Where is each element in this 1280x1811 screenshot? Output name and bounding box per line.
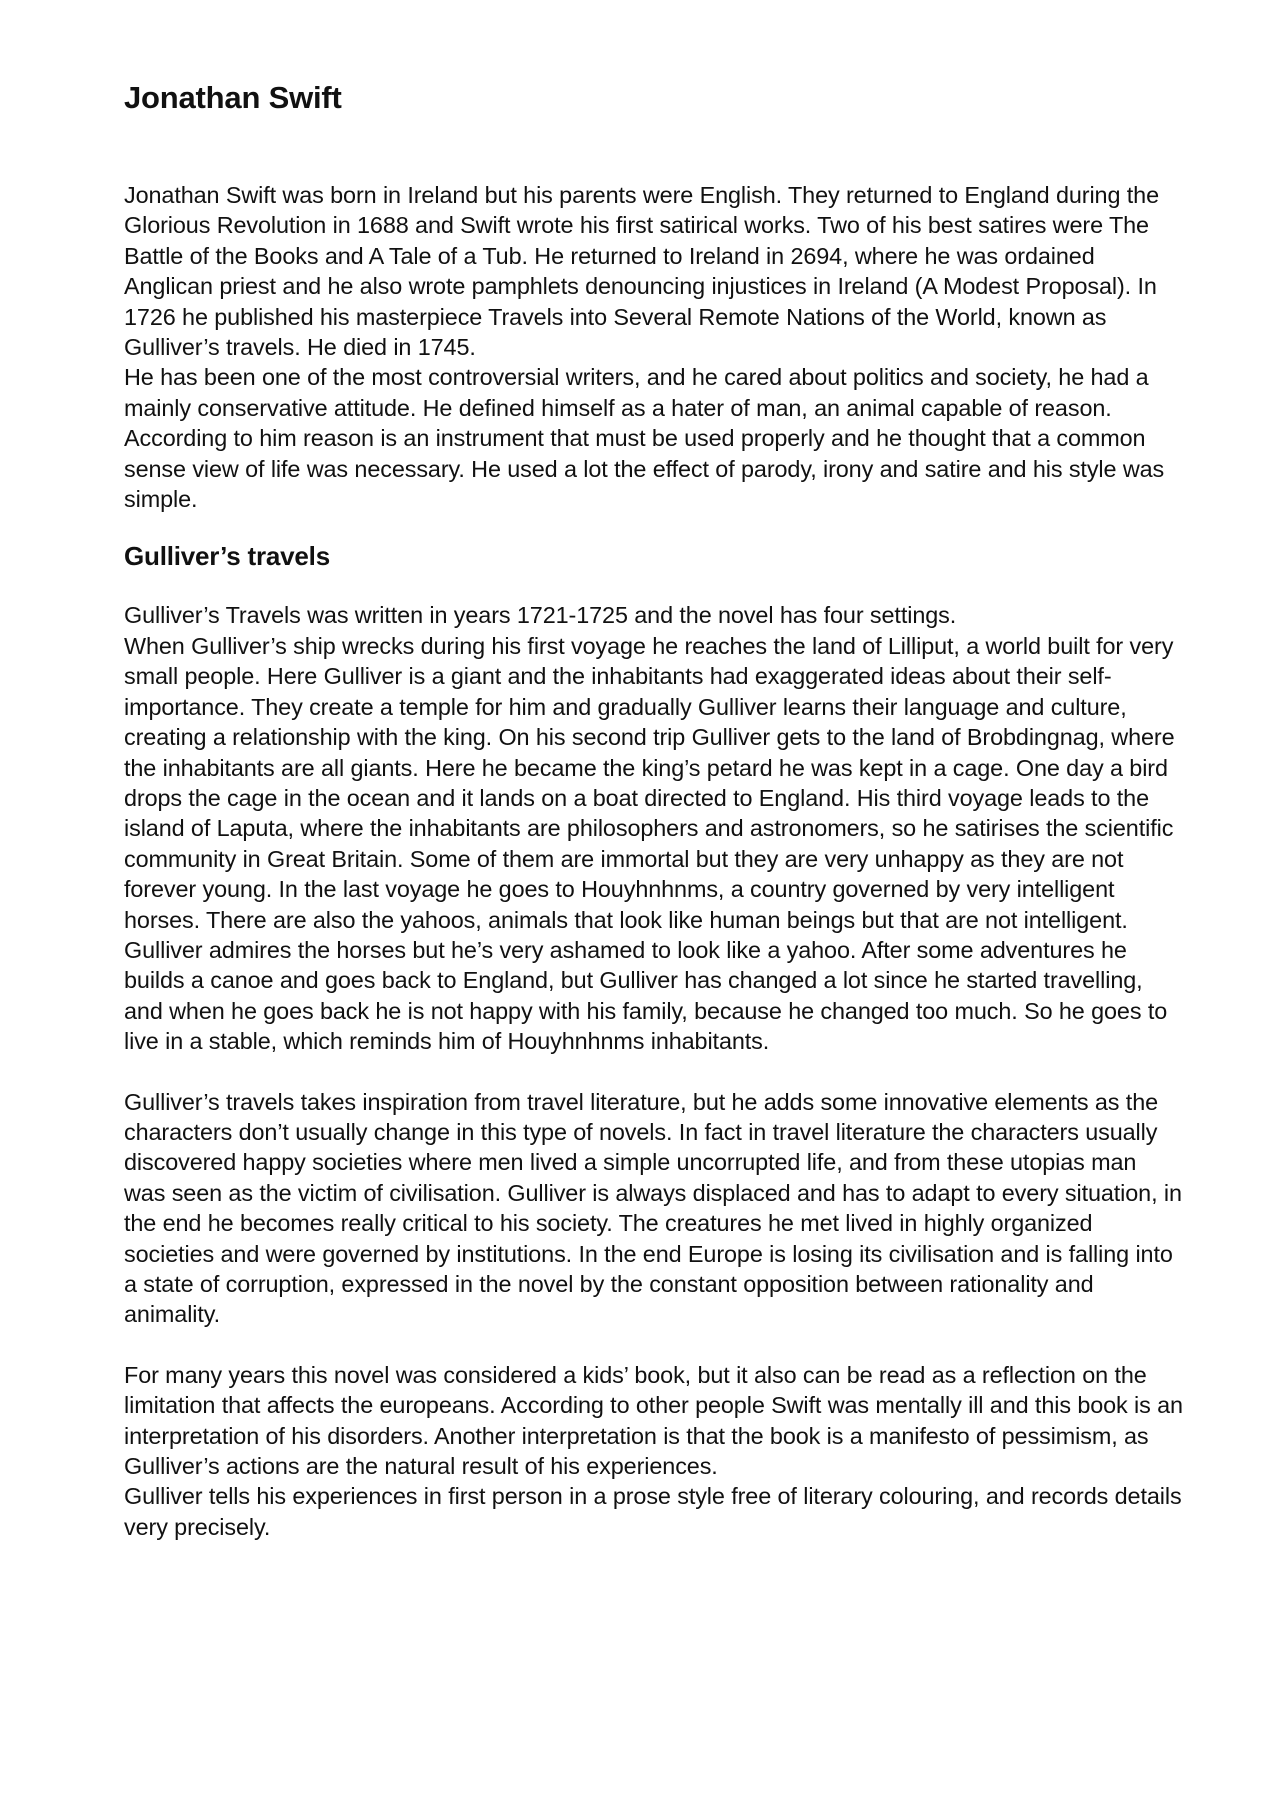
gulliver-intro-paragraph: Gulliver’s Travels was written in years 1721-1725 and the novel has four settings. — [124, 602, 957, 629]
gulliver-style-paragraph: Gulliver tells his experiences in first person in a prose style free of literary colouring, and records details very precisely. — [124, 1483, 1182, 1540]
section-heading: Gulliver’s travels — [124, 541, 330, 572]
document-page — [124, 72, 1184, 1542]
gulliver-inspiration-paragraph: Gulliver’s travels takes inspiration from travel literature, but he adds some innovative elements as the characters don’t usually change in this type of novels. In fact in travel literature the characters usually discovered happy societies where men lived a simple uncorrupted life, and from these utopias man was seen as the victim of civilisation. Gulliver is always displaced and has to adapt to every situation, in the end he becomes really critical to his society. The creatures he met lived in highly organized societies and were governed by institutions. In the end Europe is losing its civilisation and is falling into a state of corruption, expressed in the novel by the constant opposition between rationality and animality. — [124, 1088, 1182, 1328]
spacer — [124, 514, 1184, 536]
gulliver-interpretation-paragraph: For many years this novel was considered a kids’ book, but it also can be read as a reflection on the limitation that affects the europeans. According to other people Swift was mentally ill and this book is an interpretation of his disorders. Another interpretation is that the book is a manifesto of pessimism, as Gulliver’s actions are the natural result of his experiences. — [124, 1361, 1183, 1480]
page-title: Jonathan Swift — [124, 80, 342, 115]
spacer — [124, 1057, 1184, 1087]
bio-paragraph: He has been one of the most controversial writers, and he cared about politics and society, he had a mainly conservative attitude. He defined himself as a hater of man, an animal capable of reason. According to him reason is an instrument that must be used properly and he thought that a common sense view of life was necessary. He used a lot the effect of parody, irony and satire and his style was simple. — [124, 364, 1165, 513]
spacer — [124, 1330, 1184, 1360]
spacer — [124, 576, 1184, 600]
gulliver-plot-paragraph: When Gulliver’s ship wrecks during his first voyage he reaches the land of Lilliput, a world built for very small people. Here Gulliver is a giant and the inhabitants had exaggerated ideas about their self-importance. They create a temple for him and gradually Gulliver learns their language and culture, creating a relationship with the king. On his second trip Gulliver gets to the land of Brobdingnag, where the inhabitants are all giants. Here he became the king’s petard he was kept in a cage. One day a bird drops the cage in the ocean and it lands on a boat directed to England. His third voyage leads to the island of Laputa, where the inhabitants are philosophers and astronomers, so he satirises the scientific community in Great Britain. Some of them are immortal but they are very unhappy as they are not forever young. In the last voyage he goes to Houyhnhnms, a country governed by very intelligent horses. There are also the yahoos, animals that look like human beings but that are not intelligent. Gulliver admires the horses but he’s very ashamed to look like a yahoo. After some adventures he builds a canoe and goes back to England, but Gulliver has changed a lot since he started travelling, and when he goes back he is not happy with his family, because he changed too much. So he goes to live in a stable, which reminds him of Houyhnhnms inhabitants. — [124, 632, 1175, 1055]
spacer — [124, 124, 1184, 180]
bio-paragraph: Jonathan Swift was born in Ireland but his parents were English. They returned to England during the Glorious Revolution in 1688 and Swift wrote his first satirical works. Two of his best satires were The Battle of the Books and A Tale of a Tub. He returned to Ireland in 2694, where he was ordained Anglican priest and he also wrote pamphlets denouncing injustices in Ireland (A Modest Proposal). In 1726 he published his masterpiece Travels into Several Remote Nations of the World, known as Gulliver’s travels. He died in 1745. — [124, 182, 1159, 361]
